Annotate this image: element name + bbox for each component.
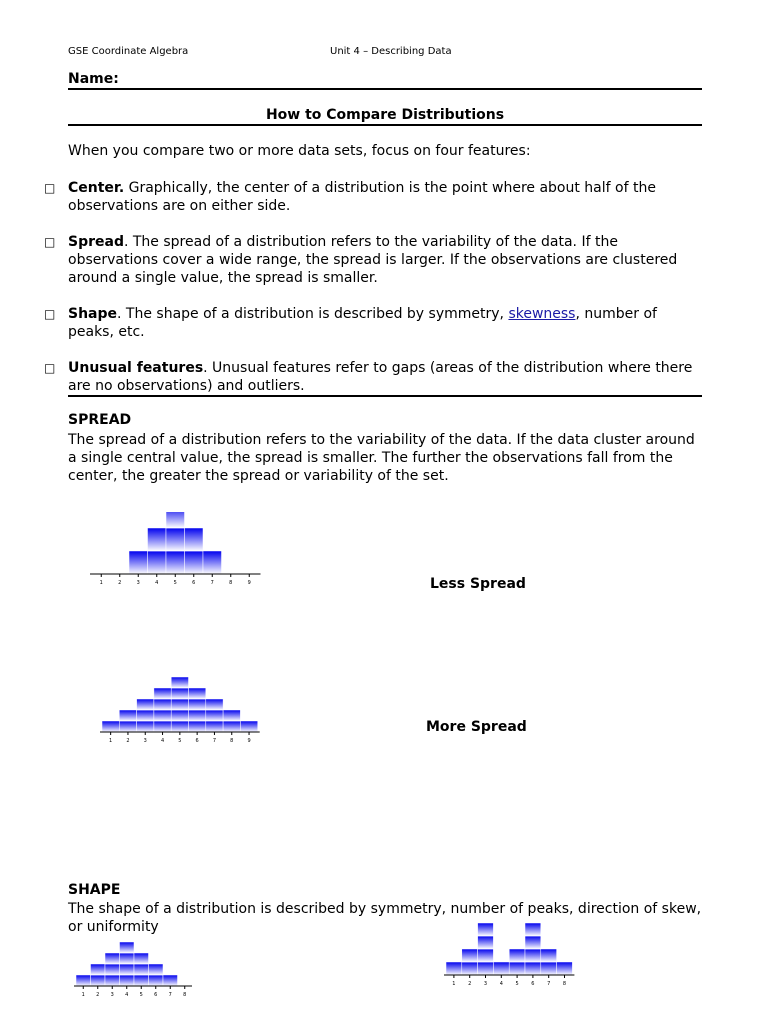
bullet-spread: [44, 233, 704, 287]
histogram-bar: [154, 721, 171, 732]
histogram-bar: [525, 962, 541, 975]
histogram-bar: [478, 923, 494, 936]
histogram-bar: [493, 962, 509, 975]
histogram-bar: [203, 551, 222, 574]
divider-name: [68, 88, 702, 90]
x-tick-label: 6: [192, 580, 196, 586]
x-tick-label: 4: [125, 992, 129, 998]
x-tick-label: 3: [143, 738, 147, 744]
histogram-bar: [185, 528, 204, 551]
histogram-bar: [557, 962, 573, 975]
x-tick-label: 5: [515, 981, 519, 987]
histogram-bar: [120, 964, 135, 975]
x-tick-label: 7: [168, 992, 172, 998]
histogram-bar: [137, 699, 154, 710]
histogram-bar: [120, 942, 135, 953]
histogram-bar: [134, 975, 149, 986]
x-tick-label: 2: [126, 738, 130, 744]
histogram-bar: [166, 512, 185, 528]
histogram-bar: [223, 721, 240, 732]
name-label: Name:: [68, 71, 119, 87]
histogram-bar: [163, 975, 178, 986]
less-spread-label: Less Spread: [430, 576, 526, 592]
x-tick-label: 8: [183, 992, 187, 998]
x-tick-label: 1: [99, 580, 103, 586]
histogram-bar: [105, 975, 120, 986]
x-tick-label: 1: [81, 992, 85, 998]
bullet-unusual: [44, 359, 704, 395]
bullet-marker-icon: □: [44, 361, 56, 375]
histogram-bar: [509, 962, 525, 975]
bullet-text: . Unusual features refer to gaps (areas of the distribution where there are no observations) and outliers.: [68, 360, 693, 394]
x-tick-label: 7: [547, 981, 551, 987]
x-tick-label: 1: [452, 981, 456, 987]
histogram-bar: [137, 721, 154, 732]
shape-heading: SHAPE: [68, 882, 121, 898]
x-tick-label: 6: [531, 981, 535, 987]
x-tick-label: 8: [230, 738, 234, 744]
x-tick-label: 3: [483, 981, 488, 987]
histogram-bar: [154, 688, 171, 699]
x-tick-label: 8: [229, 580, 233, 586]
more-spread-label: More Spread: [426, 719, 527, 735]
histogram-bar: [120, 953, 135, 964]
histogram-bar: [120, 975, 135, 986]
bullet-marker-icon: □: [44, 235, 56, 249]
histogram-bar: [134, 964, 149, 975]
histogram-bar: [189, 699, 206, 710]
x-tick-label: 5: [178, 738, 182, 744]
histogram-bar: [185, 551, 204, 574]
x-tick-label: 7: [210, 580, 214, 586]
histogram-bar: [148, 551, 167, 574]
histogram-bar: [223, 710, 240, 721]
bullet-term: Unusual features: [68, 360, 204, 376]
histogram-bar: [119, 710, 136, 721]
header-course: GSE Coordinate Algebra: [68, 46, 189, 57]
x-tick-label: 2: [96, 992, 100, 998]
x-tick-label: 1: [109, 738, 113, 744]
histogram-bar: [541, 962, 557, 975]
x-tick-label: 9: [247, 738, 251, 744]
x-tick-label: 3: [136, 580, 140, 586]
spread-text: The spread of a distribution refers to the variability of the data. If the data cluster around a single central value, the spread is smaller. The further the observations fall from the center, the greater the spread or variability of the set.: [68, 432, 695, 484]
x-tick-label: 6: [154, 992, 158, 998]
histogram-bar: [525, 936, 541, 949]
histogram-bar: [102, 721, 119, 732]
histogram-bar: [119, 721, 136, 732]
x-tick-label: 4: [155, 580, 159, 586]
histogram-bar: [525, 949, 541, 962]
histogram-bar: [206, 699, 223, 710]
histogram-bar: [137, 710, 154, 721]
histogram-bar: [462, 962, 478, 975]
x-tick-label: 2: [118, 580, 122, 586]
histogram-bar: [91, 964, 106, 975]
x-tick-label: 5: [173, 580, 177, 586]
histogram-bar: [189, 688, 206, 699]
histogram-bar: [76, 975, 91, 986]
bullet-text: . The spread of a distribution refers to the variability of the data. If the observations cover a wide range, the spread is larger. If the observations are clustered around a single value, the spread is smaller.: [68, 234, 678, 286]
spread-heading: SPREAD: [68, 412, 132, 428]
bullet-text: Graphically, the center of a distribution is the point where about half of the observations are on either side.: [68, 180, 656, 214]
histogram-bar: [105, 953, 120, 964]
bullet-marker-icon: □: [44, 307, 56, 321]
histogram-bar: [171, 699, 188, 710]
bullet-text: , number of peaks, etc.: [68, 306, 657, 340]
divider-title: [68, 124, 702, 126]
histogram-bar: [154, 710, 171, 721]
divider-section: [68, 395, 702, 397]
histogram-bar: [171, 677, 188, 688]
histogram-bar: [478, 936, 494, 949]
histogram-bar: [240, 721, 257, 732]
x-tick-label: 9: [247, 580, 251, 586]
histogram-bar: [166, 528, 185, 551]
bullet-term: Center.: [68, 180, 125, 196]
x-tick-label: 7: [212, 738, 217, 744]
histogram-bar: [166, 551, 185, 574]
x-tick-label: 5: [139, 992, 143, 998]
x-tick-label: 2: [468, 981, 472, 987]
histogram-bar: [478, 949, 494, 962]
histogram-bar: [509, 949, 525, 962]
histogram-bar: [91, 975, 106, 986]
histogram-bar: [206, 721, 223, 732]
histogram-bar: [149, 964, 164, 975]
bullet-center: [44, 179, 704, 215]
histogram-bar: [462, 949, 478, 962]
histogram-symmetric: [72, 936, 192, 1002]
x-tick-label: 4: [160, 738, 165, 744]
histogram-bar: [478, 962, 494, 975]
histogram-bar: [105, 964, 120, 975]
x-tick-label: 6: [195, 738, 199, 744]
histogram-bar: [148, 528, 167, 551]
histogram-bar: [206, 710, 223, 721]
histogram-bar: [171, 688, 188, 699]
histogram-bar: [154, 699, 171, 710]
x-tick-label: 4: [499, 981, 503, 987]
intro-text: When you compare two or more data sets, focus on four features:: [68, 143, 531, 159]
histogram-more-spread: [98, 673, 263, 745]
header-unit: Unit 4 – Describing Data: [330, 46, 452, 57]
skewness-link[interactable]: skewness: [508, 306, 576, 322]
histogram-bar: [541, 949, 557, 962]
histogram-bimodal: [442, 920, 577, 990]
bullet-term: Shape: [68, 306, 118, 322]
histogram-bar: [525, 923, 541, 936]
bullet-text: . The shape of a distribution is described by symmetry,: [117, 306, 509, 322]
x-tick-label: 8: [562, 981, 567, 987]
page-title: How to Compare Distributions: [265, 107, 505, 123]
histogram-bar: [129, 551, 148, 574]
histogram-bar: [171, 721, 188, 732]
histogram-less-spread: [88, 512, 263, 592]
bullet-term: Spread: [68, 234, 124, 250]
histogram-bar: [171, 710, 188, 721]
x-tick-label: 3: [110, 992, 114, 998]
histogram-bar: [189, 710, 206, 721]
bullet-shape: [44, 305, 704, 341]
histogram-bar: [189, 721, 206, 732]
histogram-bar: [446, 962, 462, 975]
histogram-bar: [149, 975, 164, 986]
histogram-bar: [134, 953, 149, 964]
bullet-marker-icon: □: [44, 181, 56, 195]
shape-text: The shape of a distribution is described by symmetry, number of peaks, direction of skew, or uniformity: [68, 901, 702, 935]
